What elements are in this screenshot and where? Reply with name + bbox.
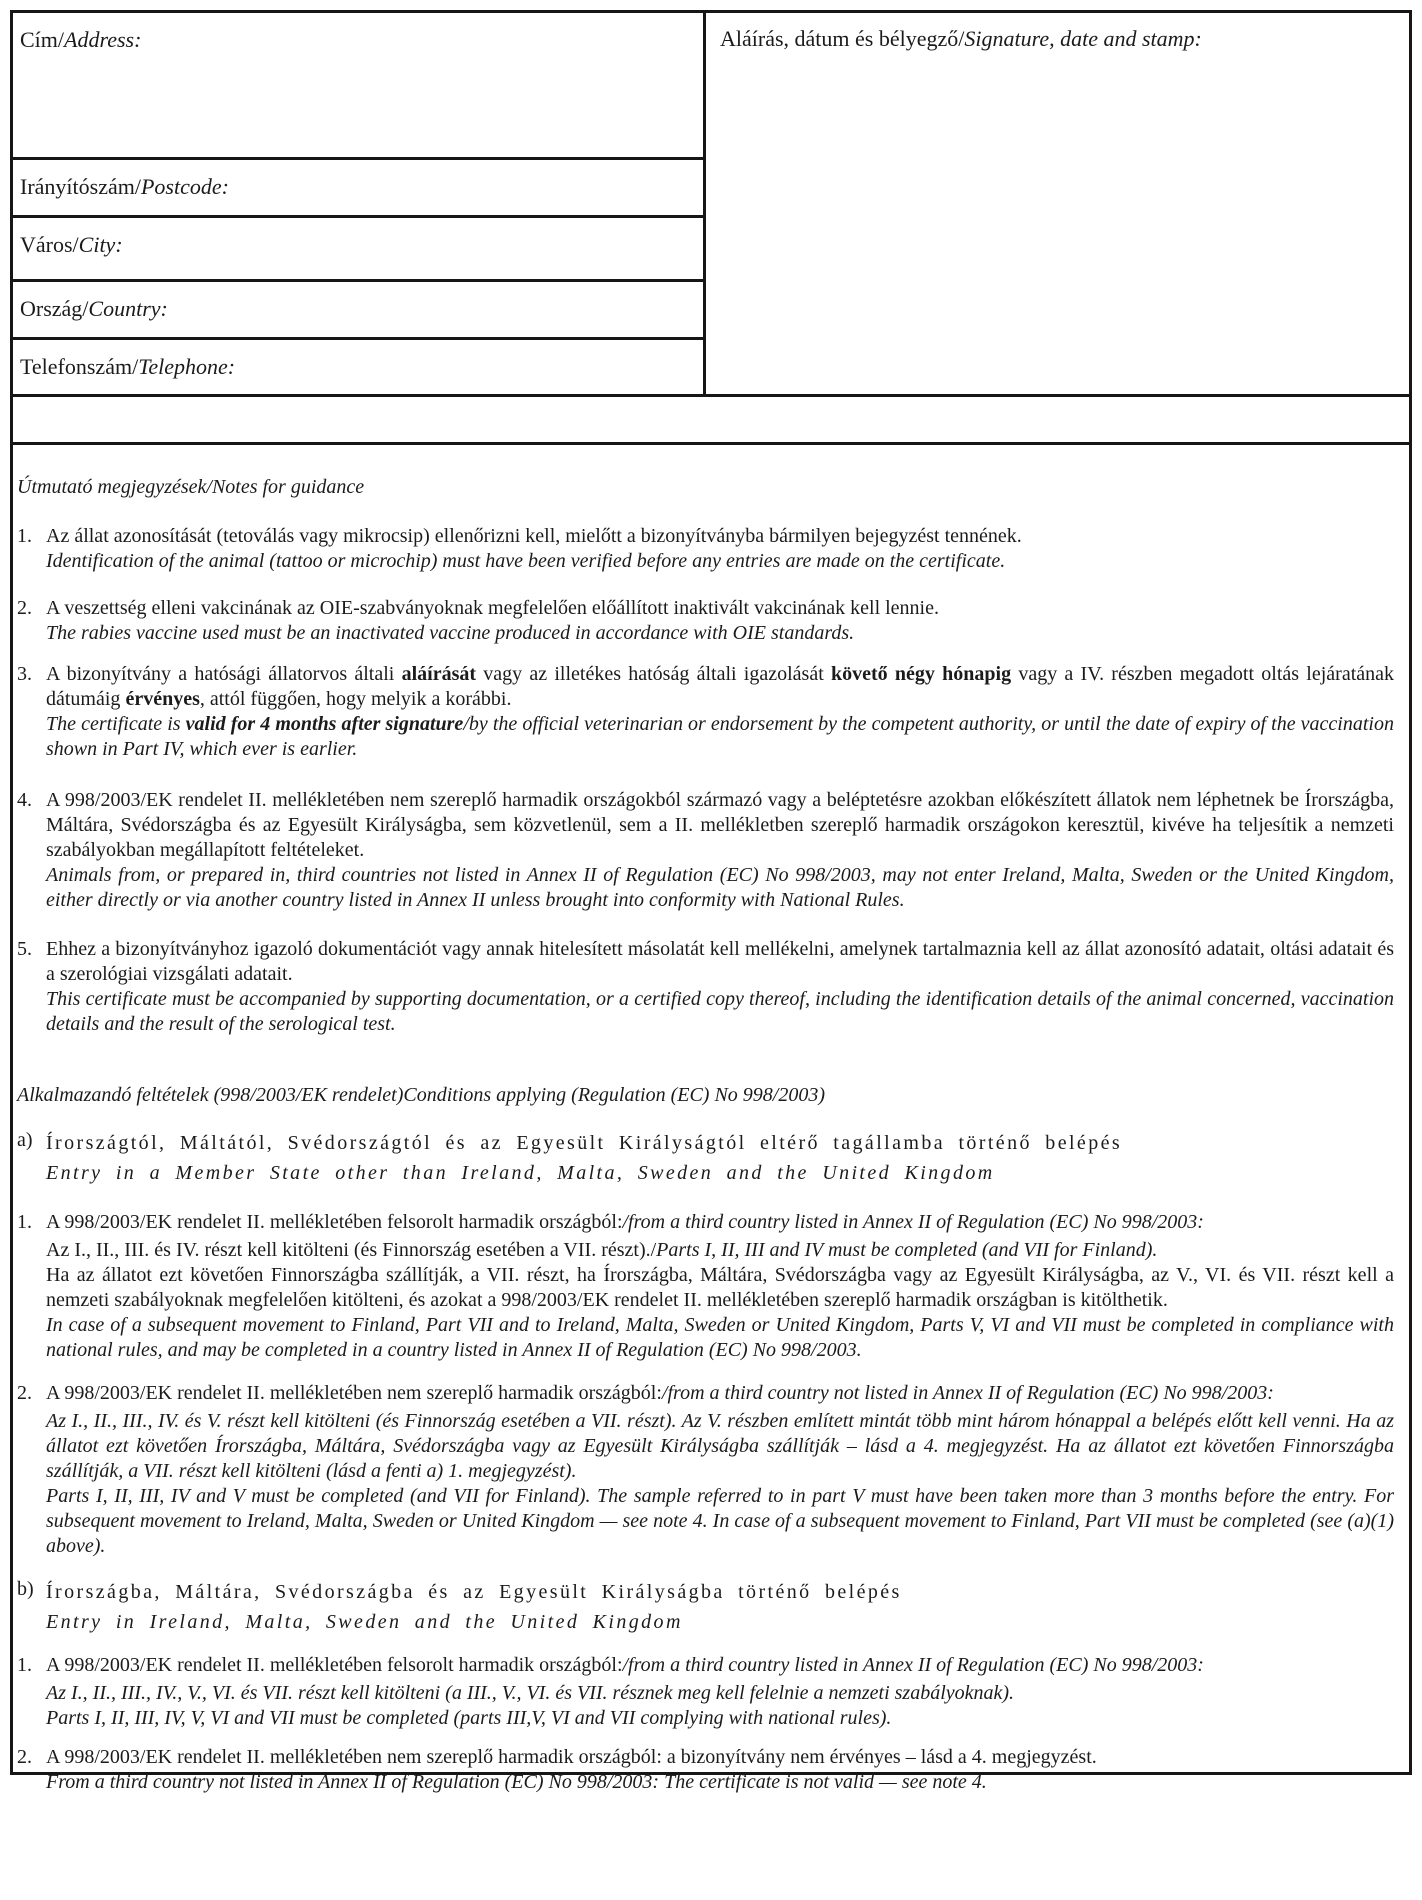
note-item-1-hu: Az állat azonosítását (tetoválás vagy mikrocsip) ellenőrizni kell, mielőtt a bizonyítványba bármilyen bejegyzést tennének. — [46, 525, 1022, 547]
section-a-title-hu: Írországtól, Máltától, Svédországtól és az Egyesült Királyságtól eltérő tagállamba történő belépés — [46, 1132, 1123, 1154]
field-telephone — [13, 340, 703, 394]
note-item-4-number: 4. — [17, 789, 32, 811]
section-b-item-1-number: 1. — [17, 1654, 32, 1676]
note-item-5-hu: Ehhez a bizonyítványhoz igazoló dokumentációt vagy annak hitelesített másolatát kell mellékelni, amelynek tartalmaznia kell az állat azonosító adatait, oltási adatait és a szerológiai vizsgálati adatait. — [46, 938, 1394, 985]
field-postcode — [13, 160, 703, 218]
section-b-item-2-en: From a third country not listed in Annex II of Regulation (EC) No 998/2003: The certificate is not valid — see note 4. — [46, 1771, 987, 1793]
certificate-page — [0, 10, 1422, 1900]
section-b-title-en: Entry in Ireland, Malta, Sweden and the United Kingdom — [46, 1611, 683, 1633]
note-item-2-number: 2. — [17, 597, 32, 619]
section-a-item-2 — [17, 1381, 1394, 1559]
note-item-1 — [17, 524, 1394, 574]
note-item-4 — [17, 788, 1394, 913]
field-signature-label-hu: Aláírás, dátum és bélyegző/ — [720, 26, 965, 51]
contact-form-table — [10, 10, 1412, 397]
field-address-label-en: Address: — [64, 27, 142, 52]
notes-for-guidance-box — [10, 442, 1412, 1793]
section-b-item-2 — [17, 1745, 1394, 1795]
section-b-label: b) — [17, 1578, 34, 1600]
section-a-label: a) — [17, 1129, 33, 1151]
note-item-5-en: This certificate must be accompanied by supporting documentation, or a certified copy thereof, including the identification details of the animal concerned, vaccination details and the result of the serological test. — [46, 988, 1394, 1035]
note-item-2 — [17, 596, 1394, 646]
section-b-item-1-intro: A 998/2003/EK rendelet II. mellékletében felsorolt harmadik országból:/from a third country listed in Annex II of Regulation (EC) No 998/2003: — [46, 1654, 1204, 1676]
section-a-item-1-intro: A 998/2003/EK rendelet II. mellékletében felsorolt harmadik országból:/from a third country listed in Annex II of Regulation (EC) No 998/2003: — [46, 1211, 1204, 1233]
field-country — [13, 282, 703, 340]
notes-heading: Útmutató megjegyzések/Notes for guidance — [17, 476, 365, 498]
field-city-label-en: City: — [78, 232, 123, 257]
field-postcode-label-en: Postcode: — [140, 174, 229, 199]
note-item-1-number: 1. — [17, 525, 32, 547]
section-a-item-2-para-hu: Az I., II., III., IV. és V. részt kell kitölteni (és Finnország esetében a VII. részt). Az V. részben említett mintát több mint három hónappal a belépés előtt kell venni. Ha az állatot ezt követően Írországba, Máltára, Svédországba vagy az Egyesült Királyságba szállítják – lásd a 4. megjegyzést. Ha az állatot ezt követően Finnországba szállítják, a VII. részt kell kitölteni (lásd a fenti a) 1. megjegyzést). — [46, 1410, 1394, 1482]
note-item-1-en: Identification of the animal (tattoo or microchip) must have been verified before any entries are made on the certificate. — [46, 550, 1006, 572]
section-a-item-2-intro: A 998/2003/EK rendelet II. mellékletében nem szereplő harmadik országból:/from a third country not listed in Annex II of Regulation (EC) No 998/2003: — [46, 1382, 1274, 1404]
note-item-2-en: The rabies vaccine used must be an inactivated vaccine produced in accordance with OIE standards. — [46, 622, 855, 644]
note-item-4-hu: A 998/2003/EK rendelet II. mellékletében nem szereplő harmadik országokból származó vagy a beléptetésre azokban előkészített állatok nem léphetnek be Írországba, Máltára, Svédországba és az Egyesült Királyságba, sem közvetlenül, sem a II. mellékletben szereplő harmadik országokon keresztül, kivéve ha teljesítik a nemzeti szabályokban megállapított feltételeket. — [46, 789, 1394, 861]
note-item-3-en: The certificate is valid for 4 months after signature/by the official veterinarian or endorsement by the competent authority, or until the date of expiry of the vaccination shown in Part IV, which ever is earlier. — [46, 713, 1394, 760]
section-b-title — [17, 1577, 1394, 1637]
field-country-label-hu: Ország/ — [20, 296, 89, 321]
note-item-3-number: 3. — [17, 663, 32, 685]
note-item-2-hu: A veszettség elleni vakcinának az OIE-szabványoknak megfelelően előállított inaktivált vakcinának kell lennie. — [46, 597, 939, 619]
section-b-item-2-hu: A 998/2003/EK rendelet II. mellékletében nem szereplő harmadik országból: a bizonyítvány nem érvényes – lásd a 4. megjegyzést. — [46, 1746, 1097, 1768]
note-item-3 — [17, 662, 1394, 762]
section-a-item-1-number: 1. — [17, 1211, 32, 1233]
section-b-item-1-para-hu: Az I., II., III., IV., V., VI. és VII. részt kell kitölteni (a III., V., VI. és VII. résznek meg kell felelnie a nemzeti szabályoknak). — [46, 1682, 1015, 1704]
section-a-title-en: Entry in a Member State other than Ireland, Malta, Sweden and the United Kingdom — [46, 1162, 995, 1184]
section-b-title-hu: Írországba, Máltára, Svédországba és az Egyesült Királyságba történő belépés — [46, 1581, 902, 1603]
field-telephone-label-en: Telephone: — [138, 354, 236, 379]
field-address — [13, 13, 703, 160]
section-a-item-1-para-en: In case of a subsequent movement to Finland, Part VII and to Ireland, Malta, Sweden or United Kingdom, Parts V, VI and VII must be completed in compliance with national rules, and may be completed in a country listed in Annex II of Regulation (EC) No 998/2003. — [46, 1314, 1394, 1361]
section-b-item-1 — [17, 1653, 1394, 1731]
field-country-label-en: Country: — [88, 296, 168, 321]
section-a-item-1 — [17, 1210, 1394, 1363]
field-city — [13, 218, 703, 282]
section-a-item-1-para-hu: Ha az állatot ezt követően Finnországba szállítják, a VII. részt, ha Írországba, Máltára, Svédországba vagy az Egyesült Királyságba, az V., VI. és VII. részt kell a nemzeti szabályoknak megfelelően kitölteni, és azokat a 998/2003/EK rendelet II. mellékletében szereplő harmadik országban is kitölthetik. — [46, 1264, 1394, 1311]
conditions-heading: Alkalmazandó feltételek (998/2003/EK rendelet)Conditions applying (Regulation (EC) No 998/2003) — [17, 1084, 826, 1106]
empty-spacer-row — [10, 397, 1412, 442]
field-signature-label-en: Signature, date and stamp: — [964, 26, 1202, 51]
note-item-5 — [17, 937, 1394, 1037]
section-b-item-2-number: 2. — [17, 1746, 32, 1768]
field-postcode-label-hu: Irányítószám/ — [20, 174, 141, 199]
field-telephone-label-hu: Telefonszám/ — [20, 354, 139, 379]
section-a-item-1-line1: Az I., II., III. és IV. részt kell kitölteni (és Finnország esetében a VII. részt)./Parts I, II, III and IV must be completed (and VII for Finland). — [46, 1239, 1158, 1261]
section-b-item-1-para-en: Parts I, II, III, IV, V, VI and VII must be completed (parts III,V, VI and VII complying with national rules). — [46, 1707, 892, 1729]
field-signature-date-stamp — [706, 13, 1409, 394]
note-item-4-en: Animals from, or prepared in, third countries not listed in Annex II of Regulation (EC) No 998/2003, may not enter Ireland, Malta, Sweden or the United Kingdom, either directly or via another country listed in Annex II unless brought into conformity with National Rules. — [46, 864, 1394, 911]
section-a-item-2-para-en: Parts I, II, III, IV and V must be completed (and VII for Finland). The sample referred to in part V must have been taken more than 3 months before the entry. For subsequent movement to Ireland, Malta, Sweden or United Kingdom — see note 4. In case of a subsequent movement to Finland, Part VII must be completed (see (a)(1) above). — [46, 1485, 1394, 1557]
field-address-label-hu: Cím/ — [20, 27, 65, 52]
contact-fields-column — [13, 13, 706, 394]
note-item-5-number: 5. — [17, 938, 32, 960]
field-city-label-hu: Város/ — [20, 232, 79, 257]
section-a-title — [17, 1128, 1394, 1188]
note-item-3-hu: A bizonyítvány a hatósági állatorvos általi aláírását vagy az illetékes hatóság általi igazolását követő négy hónapig vagy a IV. részben megadott oltás lejáratának dátumáig érvényes, attól függően, hogy melyik a korábbi. — [46, 663, 1395, 710]
section-a-item-2-number: 2. — [17, 1382, 32, 1404]
